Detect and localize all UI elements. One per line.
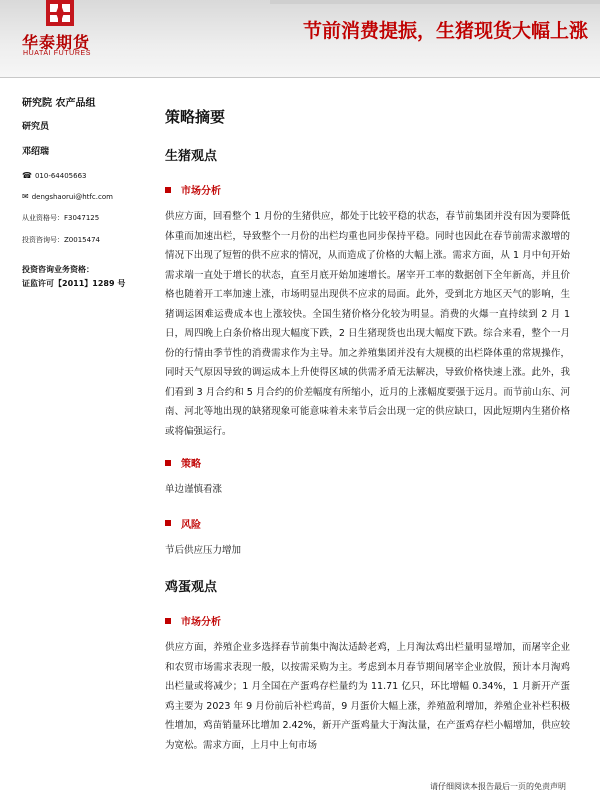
hog-strategy-heading xyxy=(165,455,570,470)
report-header xyxy=(0,0,600,78)
hog-view-title: 生猪观点 xyxy=(165,149,218,164)
analyst-role: 研究员 xyxy=(22,122,50,132)
disclaimer-footer: 请仔细阅读本报告最后一页的免责声明 xyxy=(430,782,566,791)
analyst-email-address[interactable]: dengshaorui@htfc.com xyxy=(31,192,113,201)
analyst-consult-id: 投资咨询号：Z0015474 xyxy=(22,236,100,244)
analyst-phone-number: 010-64405663 xyxy=(34,171,87,180)
header-top-strip xyxy=(270,0,600,4)
hog-risk-heading xyxy=(165,516,570,531)
logo-english-name: HUATAI FUTURES xyxy=(23,50,92,57)
egg-market-label: 市场分析 xyxy=(181,617,221,628)
red-square-bullet-icon xyxy=(165,460,171,466)
red-square-bullet-icon xyxy=(165,187,171,193)
license-info xyxy=(22,263,142,291)
license-label: 投资咨询业务资格： xyxy=(22,265,94,274)
strategy-summary-title: 策略摘要 xyxy=(165,108,226,126)
hog-market-label: 市场分析 xyxy=(181,186,221,197)
analyst-sidebar xyxy=(22,94,142,291)
hog-market-paragraph: 供应方面，回看整个 1 月份的生猪供应，都处于比较平稳的状态，春节前集团并没有因为要降低体重而加速出栏，导致整个一月份的出栏均重也同步保持平稳。同时也因此在春节前需求激增的情况下出现了短暂的供不应求的情况，从而造成了价格的大幅上涨。需求方面，从 1 月中旬开始需求端一直处于增长的状态，直至月底开始加速增长。屠宰开工率的数据创下全年新高，并且价格也随着开工率加速上涨，市场明显出现供不应求的局面。此外，受到北方地区天气的影响，生猪调运困难运费成本也上涨较快。全国生猪价格分化较为明显。消费的火爆一直持续到 2 月 1 日，周四晚上白条价格出现大幅度下跌，2 日生猪现货也出现大幅度下跌。综合来看，整个一月份的行情由季节性的消费需求作为主导。加之养殖集团并没有大规模的出栏降体重的常规操作，同时天气原因导致的调运成本上升使得区域的供需矛盾无法解决，导致价格快速上涨。此外，我们看到 3 月合约和 5 月合约的价差幅度有所缩小，近月的上涨幅度要强于远月。而节前山东、河南、河北等地出现的缺猪现象可能意味着未来节后会出现一定的供应缺口，因此短期内生猪价格或将偏强运行。 xyxy=(165,211,570,437)
analyst-phone xyxy=(22,171,142,180)
hog-risk-paragraph: 节后供应压力增加 xyxy=(165,544,242,556)
red-square-bullet-icon xyxy=(165,520,171,526)
egg-market-paragraph: 供应方面，养殖企业多选择春节前集中淘汰适龄老鸡，上月淘汰鸡出栏量明显增加，而屠宰企业和农贸市场需求表现一般，以按需采购为主。考虑到本月春节期间屠宰企业放假，预计本月淘鸡出栏量或将减少；1 月全国在产蛋鸡存栏量约为 11.71 亿只，环比增幅 0.34%，1 月新开产蛋鸡主要为 2023 年 9 月份前后补栏鸡苗，9 月蛋价大幅上涨，养殖盈利增加，养殖企业补栏积极性增加，鸡苗销量环比增加 2.42%，新开产蛋鸡量大于淘汰量，在产蛋鸡存栏小幅增加，供应较为宽松。需求方面，上月中上旬市场 xyxy=(165,642,570,751)
research-department: 研究院 农产品组 xyxy=(22,98,96,109)
report-title: 节前消费提振，生猪现货大幅上涨 xyxy=(302,20,588,42)
red-square-bullet-icon xyxy=(165,618,171,624)
egg-market-heading xyxy=(165,613,570,628)
analyst-name: 邓绍瑞 xyxy=(22,147,50,157)
hog-market-heading xyxy=(165,182,570,197)
hog-strategy-paragraph: 单边谨慎看涨 xyxy=(165,484,223,495)
report-content xyxy=(165,106,570,769)
huatai-logo xyxy=(18,0,118,62)
license-number: 证监许可【2011】1289 号 xyxy=(22,279,126,288)
hog-risk-label: 风险 xyxy=(181,519,201,531)
hog-strategy-label: 策略 xyxy=(181,459,201,470)
analyst-email[interactable] xyxy=(22,192,142,201)
analyst-qualification: 从业资格号：F3047125 xyxy=(22,214,100,222)
egg-view-title: 鸡蛋观点 xyxy=(165,580,218,595)
logo-chinese-name: 华泰期货 xyxy=(22,33,91,52)
email-icon: ✉ xyxy=(22,192,29,201)
huatai-logo-mark-icon xyxy=(42,0,78,26)
phone-icon: ☎ xyxy=(22,171,32,180)
